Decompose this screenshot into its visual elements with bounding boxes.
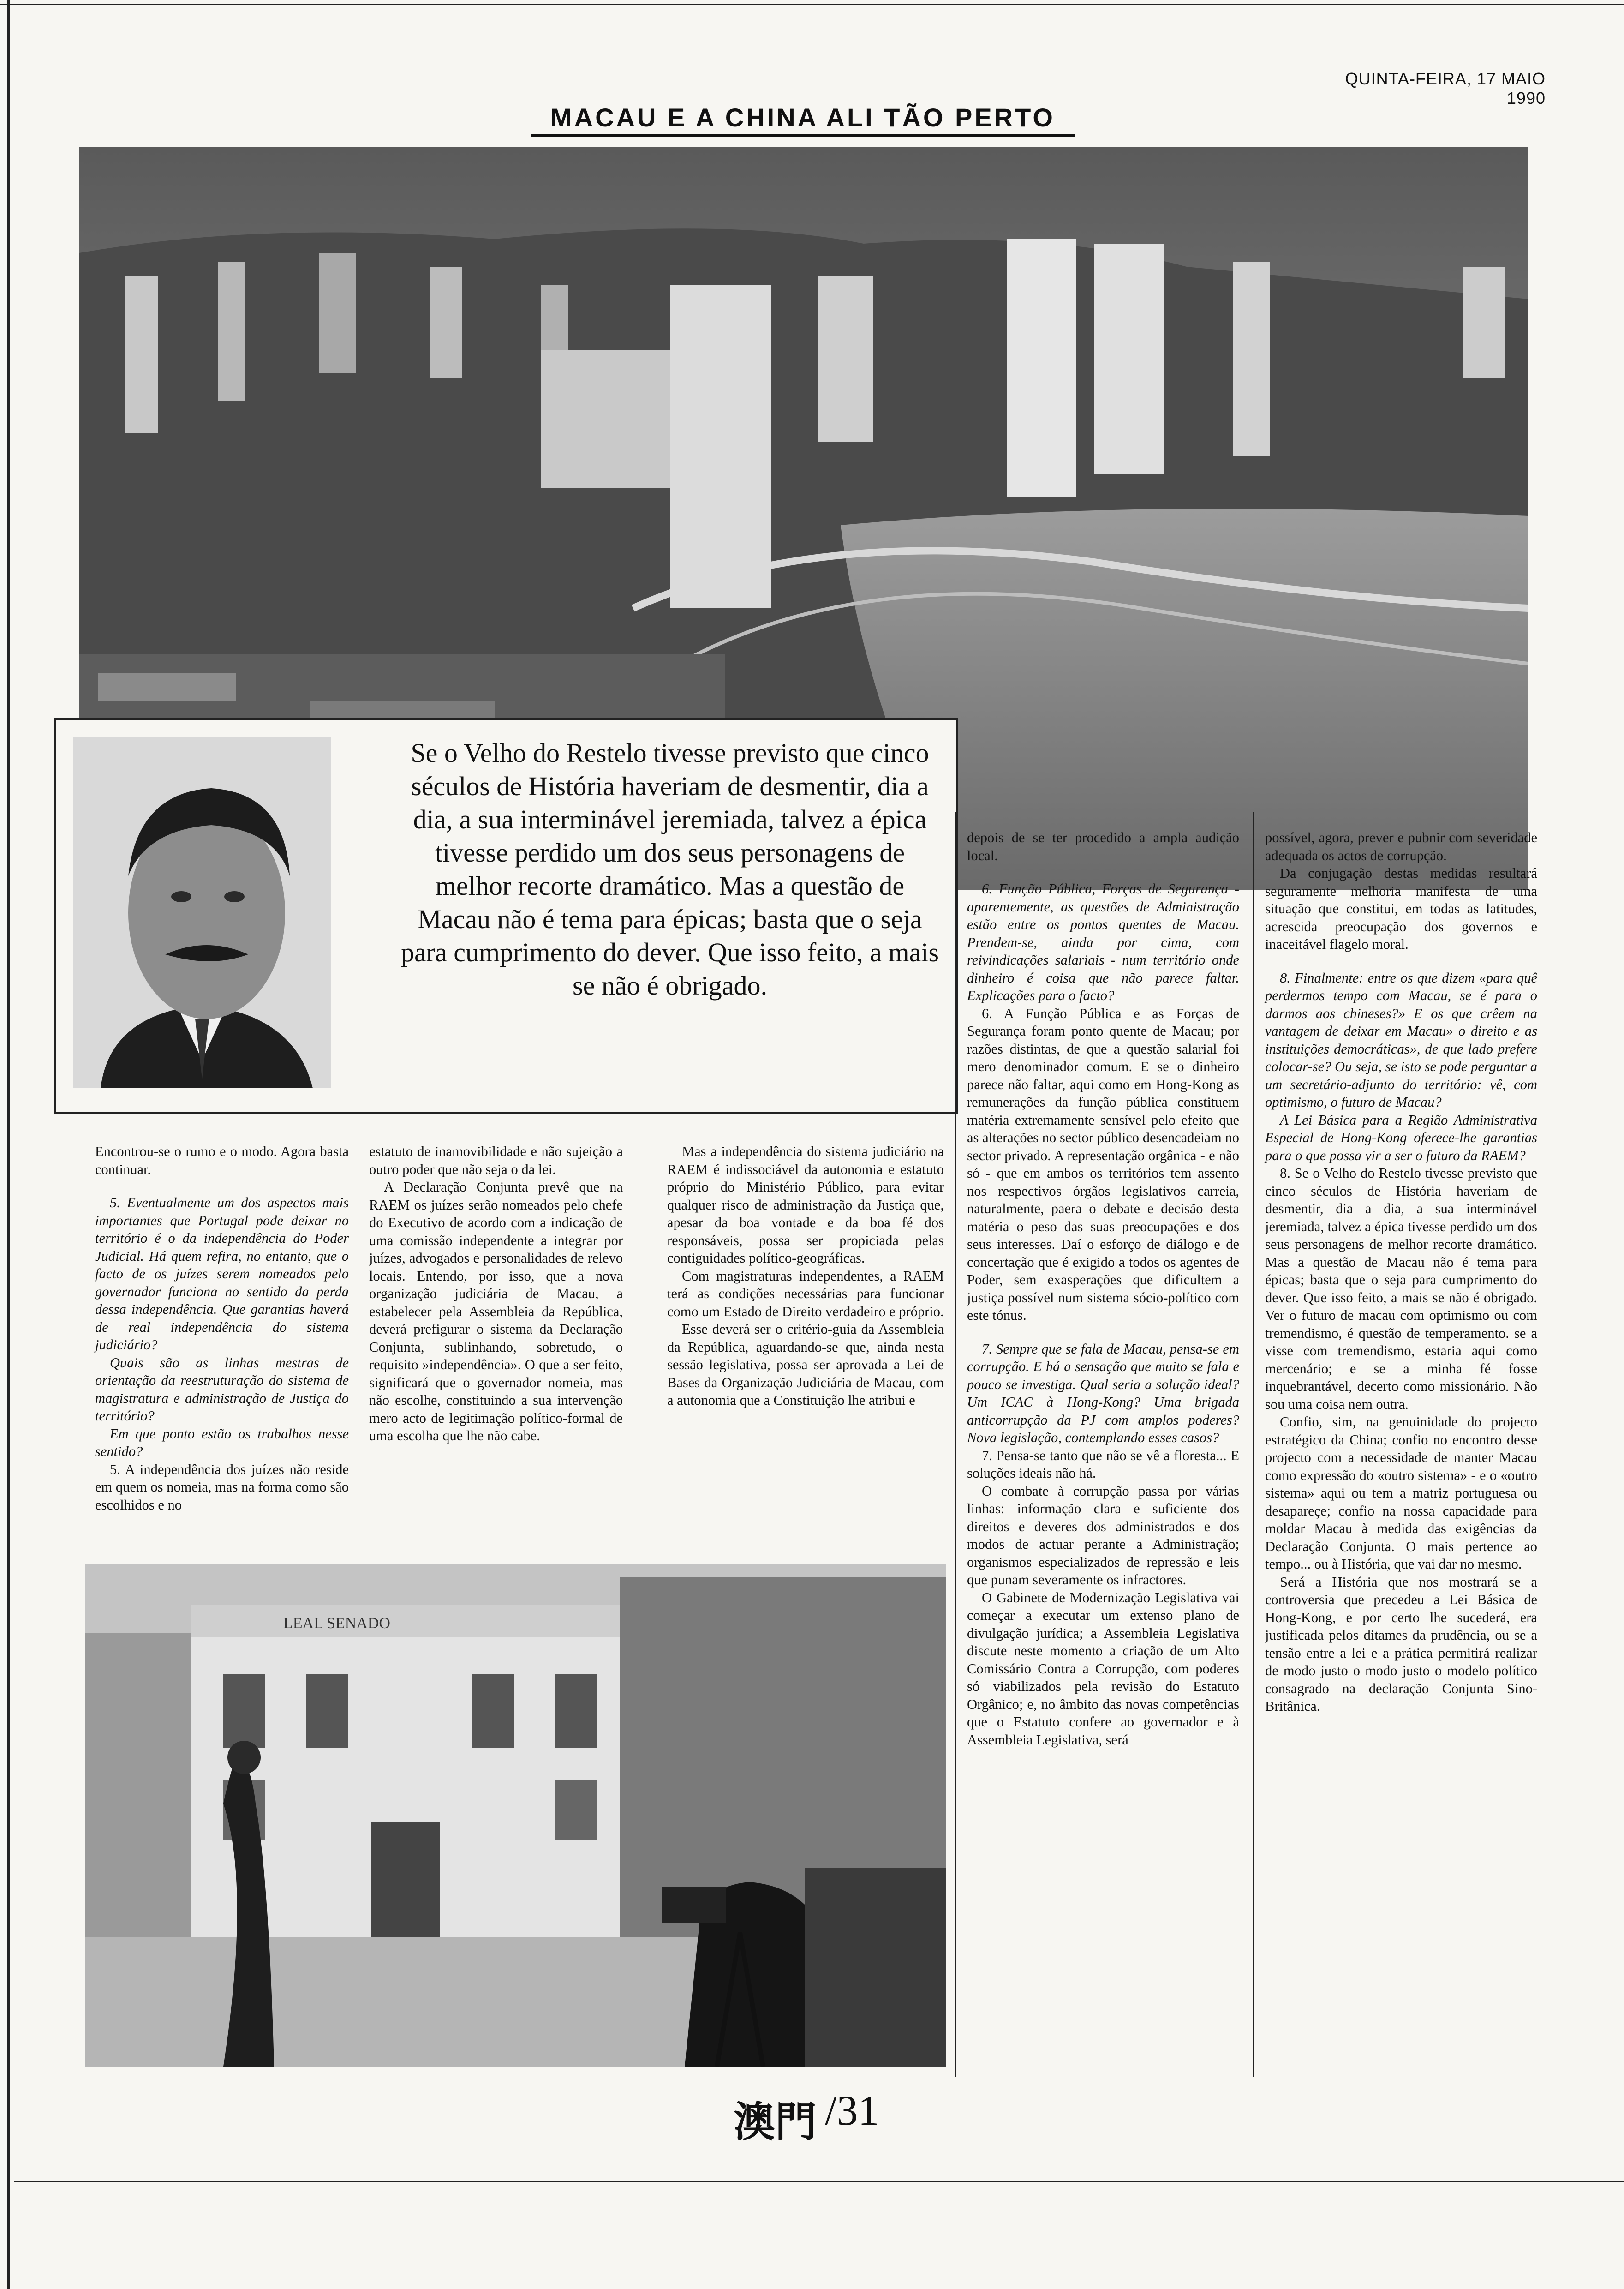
paragraph: 5. A independência dos juízes não reside em quem os nomeia, mas na forma como são escolhidos e no bbox=[95, 1461, 349, 1513]
paragraph: Em que ponto estão os trabalhos nesse sentido? bbox=[95, 1426, 349, 1459]
column-1 bbox=[95, 1143, 349, 1549]
paragraph: estatuto de inamovibilidade e não sujeição a outro poder que não seja o da lei. bbox=[369, 1144, 623, 1177]
paragraph: 6. A Função Pública e as Forças de Segurança foram ponto quente de Macau; por razões distintas, de que a questão salarial foi mero denominador comum. E se o dinheiro parece não faltar, aqui como em Hong-Kong as remunerações da função pública constituem matéria extremamente sensível pelo efeito que as alterações no sector público desencadeiam no sector privado. A representação orgânica - e não só - que em ambos os territórios tem assento nos respectivos órgãos legislativos carreia, naturalmente, paera o debate e decisão desta matéria o peso das suas preocupações e dos seus interesses. Daí o esforço de diálogo e de concertação que é exigido a todos os agentes de Poder, sem exasperações que dificultem a justiça possível num sistema sócio-político com este tónus. bbox=[967, 1005, 1239, 1323]
paragraph: 8. Se o Velho do Restelo tivesse previsto que cinco séculos de História haveriam de desmentir, dia a dia, a sua interminável jeremiada, talvez a épica tivesse perdido um dos seus personagens de melhor recorte dramático. Mas a questão de Macau não é tema para épicas; basta que o seja para cumprimento do dever. Que isso feito, a mais se não é obrigado. Ver o futuro de macau com optimismo ou com tremendismo, é questão de temperamento. se a visse com tremendismo, estaria aqui como mercenário; e se a minha fé fosse inquebrantável, decerto como missionário. Não sou uma coisa nem outra. bbox=[1265, 1165, 1537, 1412]
paragraph: A Declaração Conjunta prevê que na RAEM os juízes serão nomeados pelo chefe do Executivo de acordo com a indicação de uma comissão independente a integrar por juízes, advogados e personalidades de relevo locais. Entendo, por isso, que a nova organização judiciária de Macau, a estabelecer pela Assembleia da República, deverá prefigurar o sistema da Declaração Conjunta, sublinhando, sobretudo, o requisito »independência». O que a ser feito, significará que o governador nomeia, mas não escolhe, constituindo a sua intervenção mero acto de legitimação político-formal de uma escolha que lhe não cabe. bbox=[369, 1179, 623, 1444]
masthead-logo: 澳門 bbox=[734, 2098, 817, 2146]
paragraph: Quais são as linhas mestras de orientação da reestruturação do sistema de magistratura e administração de Justiça do território? bbox=[95, 1354, 349, 1424]
page-headline: MACAU E A CHINA ALI TÃO PERTO bbox=[531, 102, 1075, 137]
column-rule bbox=[955, 812, 956, 2077]
paragraph: Esse deverá ser o critério-guia da Assembleia da República, aguardando-se que, ainda nesta sessão legislativa, possa ser aprovada a Lei de Bases da Organização Judiciária de Macau, com a autonomia que a Constituição lhe atribui e bbox=[667, 1321, 944, 1408]
pullquote-box bbox=[54, 718, 958, 1114]
leal-senado-photo bbox=[85, 1564, 946, 2067]
paragraph: 8. Finalmente: entre os que dizem «para quê perdermos tempo com Macau, se é para o darmos aos chineses?» E os que crêem na vantagem de deixar em Macau» o direito e as instituições democráticas», de que lado prefere colocar-se? Ou seja, se isto se pode perguntar a um secretário-adjunto do território: vê, com optimismo, o futuro de Macau? bbox=[1265, 970, 1537, 1110]
paragraph: 7. Sempre que se fala de Macau, pensa-se em corrupção. E há a sensação que muito se fala e pouco se investiga. Qual seria a solução ideal? Um ICAC à Hong-Kong? Uma brigada anticorrupção da PJ com amplos poderes? Nova legislação, contemplando esses casos? bbox=[967, 1341, 1239, 1445]
paragraph: depois de se ter procedido a ampla audição local. bbox=[967, 830, 1239, 863]
column-4 bbox=[967, 829, 1239, 2075]
paragraph: A Lei Básica para a Região Administrativa Especial de Hong-Kong oferece-lhe garantias para o que possa vir a ser o futuro da RAEM? bbox=[1265, 1112, 1537, 1163]
column-5 bbox=[1265, 829, 1537, 2075]
paragraph: Encontrou-se o rumo e o modo. Agora basta continuar. bbox=[95, 1144, 349, 1177]
paragraph: 5. Eventualmente um dos aspectos mais importantes que Portugal pode deixar no território é o da independência do Poder Judicial. Há quem refira, no entanto, que o facto de os juízes serem nomeados pelo governador funciona no sentido da perda dessa independência. Que garantias haverá de real independência do sistema judiciário? bbox=[95, 1195, 349, 1353]
column-2 bbox=[369, 1143, 623, 1549]
paragraph: 7. Pensa-se tanto que não se vê a floresta... E soluções ideais não há. bbox=[967, 1447, 1239, 1481]
paragraph: O Gabinete de Modernização Legislativa vai começar a executar um extenso plano de divulgação jurídica; a Assembleia Legislativa discute neste momento a criação de um Alto Comissário Contra a Corrupção, com poderes só viabilizados pela revisão do Estatuto Orgânico; e, no âmbito das novas competências que o Estatuto confere ao governador e à Assembleia Legislativa, será bbox=[967, 1589, 1239, 1748]
portrait-illustration bbox=[73, 737, 331, 1088]
paragraph: Mas a independência do sistema judiciário na RAEM é indissociável da autonomia e estatuto próprio do Ministério Público, para evitar qualquer risco de administração da Justiça que, apesar da boa vontade e da boa fé dos responsáveis, possa ser propiciada pelas contiguidades político-geográficas. bbox=[667, 1144, 944, 1266]
portrait-photo bbox=[73, 737, 331, 1088]
paragraph: Com magistraturas independentes, a RAEM terá as condições necessárias para funcionar como um Estado de Direito verdadeiro e próprio. bbox=[667, 1268, 944, 1319]
paragraph: O combate à corrupção passa por várias linhas: informação clara e suficiente dos direitos e deveres dos administrados e dos modos de actuar perante a Administração; organismos especializados de repressão e leis que punam severamente os infractores. bbox=[967, 1483, 1239, 1588]
page-number: /31 bbox=[825, 2087, 879, 2134]
top-rule bbox=[0, 4, 1624, 5]
leal-senado-sign: LEAL SENADO bbox=[283, 1615, 390, 1632]
pullquote-text: Se o Velho do Restelo tivesse previsto que cinco séculos de História haveriam de desmentir, dia a dia, a sua interminável jeremiada, talvez a épica tivesse perdido um dos seus personagens de melhor recorte dramático. Mas a questão de Macau não é tema para épicas; basta que o seja para cumprimento do dever. Que isso feito, a mais se não é obrigado. bbox=[400, 738, 939, 1001]
paragraph: possível, agora, prever e pubnir com severidade adequada os actos de corrupção. bbox=[1265, 830, 1537, 863]
column-rule bbox=[1253, 812, 1254, 2077]
paragraph: Confio, sim, na genuinidade do projecto estratégico da China; confio no encontro desse projecto com a necessidade de manter Macau como expressão do «outro sistema» - e o «outro sistema» aqui ou tem a matriz portuguesa ou desapareçe; confio na nossa capacidade para moldar Macau à medida das exigências da Declaração Conjunta. O mais pertence ao tempo... ou à História, que vai dar no mesmo. bbox=[1265, 1414, 1537, 1572]
left-rule bbox=[7, 0, 10, 2289]
leal-senado-illustration bbox=[85, 1564, 946, 2067]
column-3 bbox=[667, 1143, 944, 1549]
paragraph: Da conjugação destas medidas resultará seguramente melhoria manifesta de uma situação que constitui, em todas as latitudes, acrescida preocupação dos governos e inaceitável flagelo moral. bbox=[1265, 865, 1537, 952]
issue-date: QUINTA-FEIRA, 17 MAIO 1990 bbox=[1345, 69, 1546, 108]
footer-rule bbox=[14, 2181, 1624, 2182]
paragraph: 6. Função Pública, Forças de Segurança - aparentemente, as questões de Administração estão entre os pontos quentes de Macau. Prendem-se, ainda por cima, com reivindicações salariais - num território onde dinheiro é coisa que não parece faltar. Explicações para o facto? bbox=[967, 881, 1239, 1003]
paragraph: Será a História que nos mostrará se a controversia que precedeu a Lei Básica de Hong-Kong, e por certo lhe sucederá, era justificada pelos ditames da prudência, ou se a tensão entre a lei e a prática permitirá realizar de modo justo o modo justo o modelo político consagrado na declaração Conjunta Sino-Britânica. bbox=[1265, 1574, 1537, 1714]
